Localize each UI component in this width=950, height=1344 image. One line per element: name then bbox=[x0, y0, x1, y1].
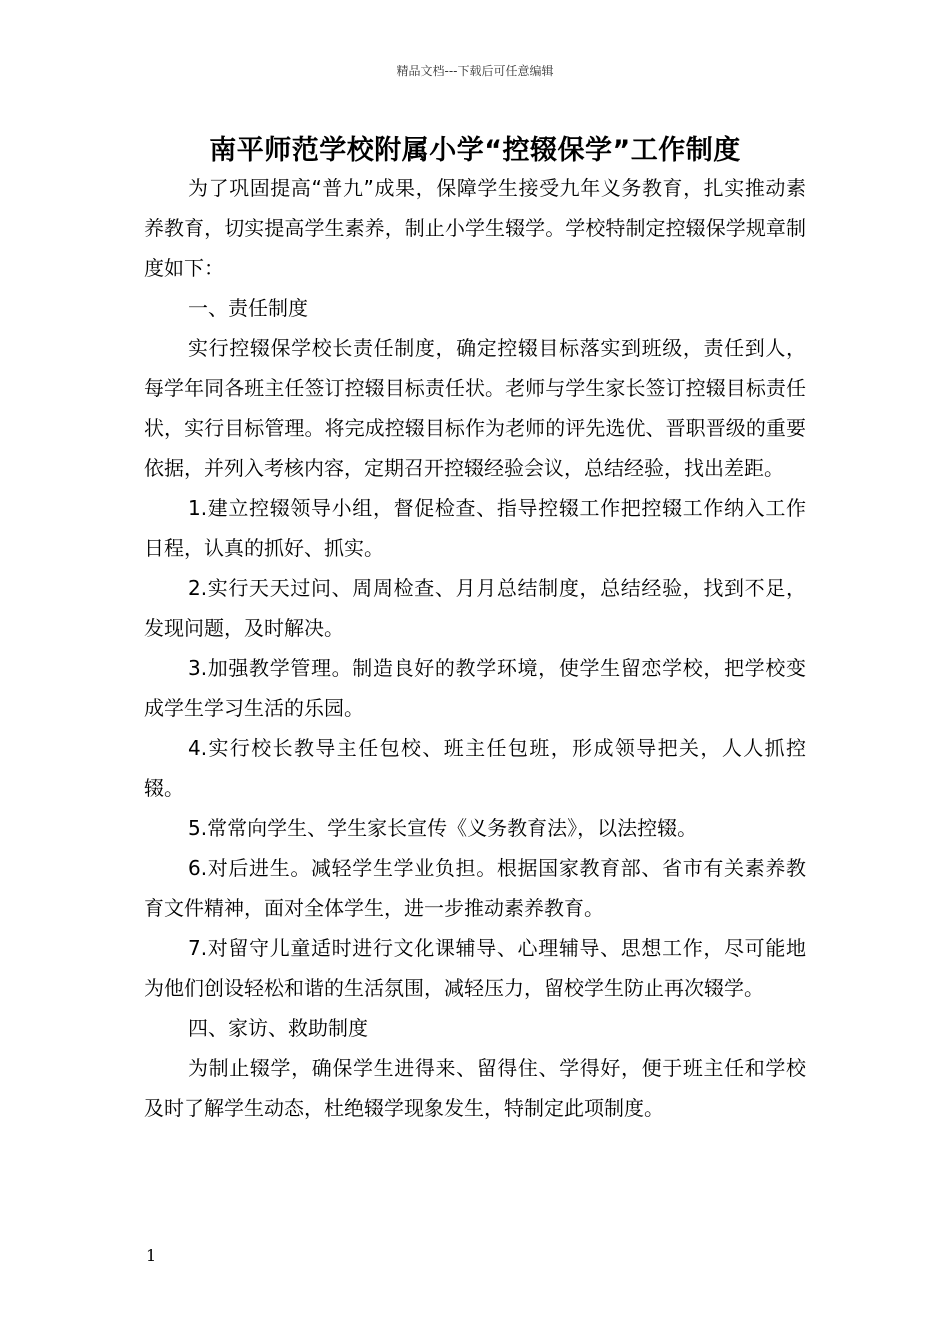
list-item-3: 3.加强教学管理。制造良好的教学环境，使学生留恋学校，把学校变成学生学习生活的乐园。 bbox=[144, 656, 806, 720]
list-item-1: 1.建立控辍领导小组，督促检查、指导控辍工作把控辍工作纳入工作日程，认真的抓好、抓实。 bbox=[144, 496, 806, 560]
document-title: 南平师范学校附属小学“控辍保学”工作制度 bbox=[209, 135, 741, 166]
page-number: 1 bbox=[146, 1246, 157, 1265]
paragraph-intro: 为了巩固提高“普九”成果，保障学生接受九年义务教育，扎实推动素养教育，切实提高学生素养，制止小学生辍学。学校特制定控辍保学规章制度如下： bbox=[144, 176, 806, 280]
list-item-7: 7.对留守儿童适时进行文化课辅导、心理辅导、思想工作，尽可能地为他们创设轻松和谐的生活氛围，减轻压力，留校学生防止再次辍学。 bbox=[144, 936, 806, 1000]
document-body bbox=[144, 168, 806, 1128]
paragraph-responsibility: 实行控辍保学校长责任制度，确定控辍目标落实到班级，责任到人，每学年同各班主任签订控辍目标责任状。老师与学生家长签订控辍目标责任状，实行目标管理。将完成控辍目标作为老师的评先选优、晋职晋级的重要依据，并列入考核内容，定期召开控辍经验会议，总结经验，找出差距。 bbox=[144, 336, 806, 480]
list-item-2: 2.实行天天过问、周周检查、月月总结制度，总结经验，找到不足，发现问题，及时解决。 bbox=[144, 576, 806, 640]
list-item-5: 5.常常向学生、学生家长宣传《义务教育法》，以法控辍。 bbox=[188, 816, 698, 840]
section-heading-responsibility: 一、责任制度 bbox=[188, 296, 308, 320]
paragraph-home-visit: 为制止辍学，确保学生进得来、留得住、学得好，便于班主任和学校及时了解学生动态，杜绝辍学现象发生，特制定此项制度。 bbox=[144, 1056, 806, 1120]
list-item-6: 6.对后进生。减轻学生学业负担。根据国家教育部、省市有关素养教育文件精神，面对全体学生，进一步推动素养教育。 bbox=[144, 856, 806, 920]
page-header-note: 精品文档---下载后可任意编辑 bbox=[396, 64, 554, 78]
list-item-4: 4.实行校长教导主任包校、班主任包班，形成领导把关，人人抓控辍。 bbox=[144, 736, 806, 800]
section-heading-home-visit: 四、家访、救助制度 bbox=[188, 1016, 368, 1040]
